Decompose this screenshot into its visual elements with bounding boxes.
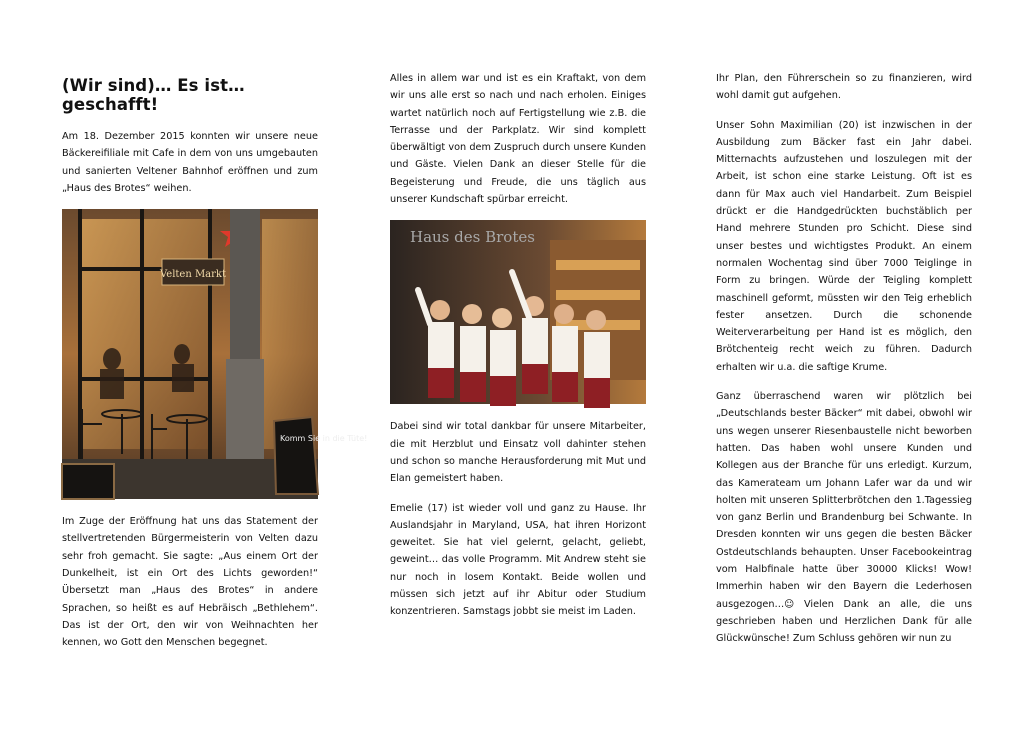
article-title: (Wir sind)… Es ist… geschafft! [62,76,245,114]
paragraph-kraftakt: Alles in allem war und ist es ein Kraftakt, von dem wir uns alle erst so nach und nach erholen. Einiges wartet natürlich noch auf Fertigstellung wie z.B. die Terrasse und der Parkplatz. Wir sind komplett überwältigt von dem Zuspruch durch unsere Kunden und Gäste. Vielen Dank an dieser Stelle für die Begeisterung und Freude, die uns täglich aus unserer Kundschaft spürbar erreicht. [390,73,646,206]
paragraph-maximilian: Unser Sohn Maximilian (20) ist inzwischen in der Ausbildung zum Bäcker fast ein Jahr dabei. Mitternachts aufzustehen und loszulegen mit der Arbeit, ist schon eine starke Leistung. Oft ist es dann für Max auch viel Handarbeit. Zum Beispiel drückt er die Handgedrückten buchstäblich per Hand mehrere Stunden pro Schicht. Diese sind unser bestes und wichtigstes Produkt. An einem normalen Wochentag sind über 7000 Teiglinge in Form zu bringen. Würde der Teigling komplett maschinell geformt, müssten wir den Teig erheblich fester ansetzen. Durch die schonende Weiterverarbeitung per Hand ist es möglich, den Brötchenteig recht weich zu führen. Dadurch erhalten wir u.a. die saftige Krume. [716,119,972,373]
cafe-storefront-photo [62,209,368,499]
paragraph-fuehrerschein: Ihr Plan, den Führerschein so zu finanzieren, wird wohl damit gut aufgehen. [716,73,972,102]
staff-photo-illustration [390,220,646,404]
paragraph-best-baker: Ganz überraschend waren wir plötzlich bei „Deutschlands bester Bäcker“ mit dabei, obwohl wir uns wegen unserer Riesenbaustelle nicht beworben hatten. Das haben wohl unsere Kunden und Kollegen aus der Branche für uns erledigt. Kurzum, das Kamerateam um Johann Lafer war da und wir holten mit unseren Splitterbrötchen den 1.Tagessieg von ganz Berlin und Brandenburg bei Schwante. In Dresden konnten wir uns gegen die besten Bäcker Ostdeutschlands behaupten. Unser Facebookeintrag vom Halbfinale hatte über 30000 Klicks! Wow! Immerhin haben wir den Bayern die Lederhosen ausgezogen…☺ Vielen Dank an alle, die uns geschrieben haben und Herzlichen Dank für alle Glückwünsche! Zum Schluss gehören wir nun zu [716,391,972,645]
shop-sign-text: Haus des Brotes [410,228,535,247]
cafe-storefront-illustration [62,209,368,499]
staff-group-photo [390,220,646,404]
column-3 [716,70,972,660]
chalkboard-text: Komm Sie in die Tüte! [280,434,368,444]
cafe-sign-text: Velten Markt [159,269,227,281]
paragraph-emelie: Emelie (17) ist wieder voll und ganz zu Hause. Ihr Auslandsjahr in Maryland, USA, hat ihren Horizont geweitet. Sie hat viel gelernt, gelacht, geliebt, geweint… das volle Programm. Mit Andrew steht sie nur noch in losem Kontakt. Beide wollen und müssen sich jetzt auf ihr Abitur oder Studium konzentrieren. Samstags jobbt sie meist im Laden. [390,502,646,618]
paragraph-staff: Dabei sind wir total dankbar für unsere Mitarbeiter, die mit Herzblut und Einsatz voll dahinter stehen und schon so manche Herausforderung mit Mut und Elan gemeistert haben. [390,421,646,485]
paragraph-opening: Am 18. Dezember 2015 konnten wir unsere neue Bäckereifiliale mit Cafe in dem von uns umgebauten und sanierten Veltener Bahnhof eröffnen und zum „Haus des Brotes“ weihen. [62,131,318,194]
column-1 [62,70,368,664]
column-2 [390,70,646,633]
paragraph-statement: Im Zuge der Eröffnung hat uns das Statement der stellvertretenden Bürgermeisterin von Velten dazu sehr froh gemacht. Sie sagte: „Aus einem Ort der Dunkelheit, ist ein Ort des Lichts geworden!“ Übersetzt man „Haus des Brotes“ in andere Sprachen, so heißt es auf Hebräisch „Bethlehem“. Das ist der Ort, den wir von Weihnachten her kennen, wo Gott den Menschen begegnet. [62,516,318,649]
